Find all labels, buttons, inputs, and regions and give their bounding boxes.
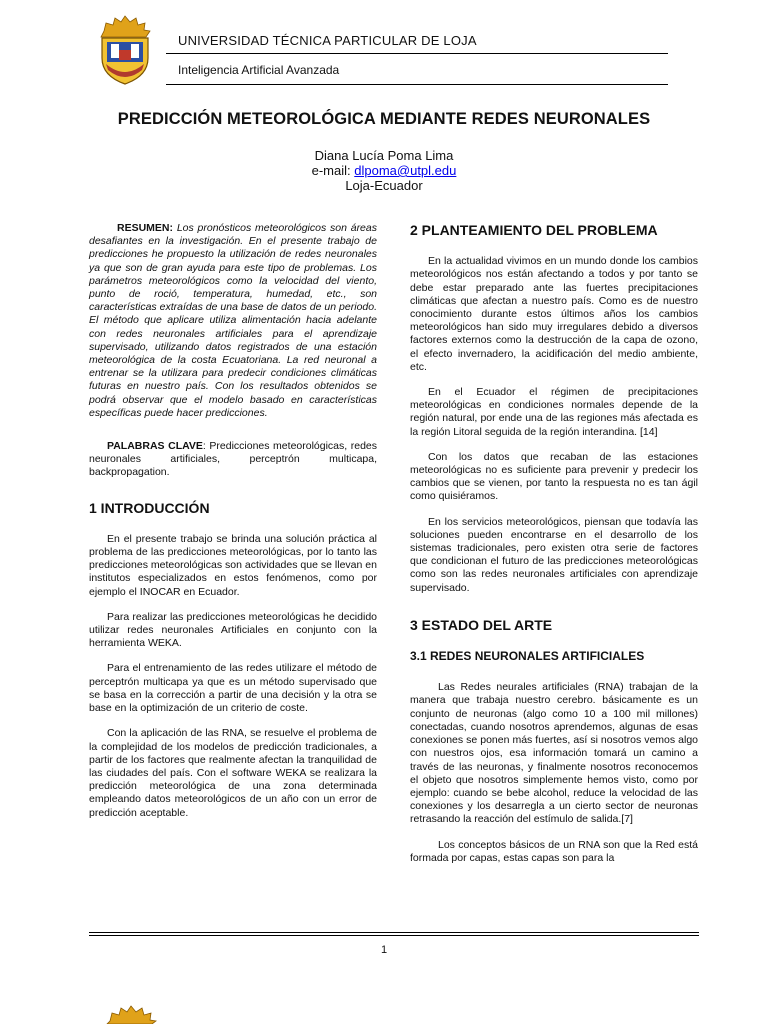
paper-title: PREDICCIÓN METEOROLÓGICA MEDIANTE REDES NEURONALES [117, 110, 651, 128]
left-column [89, 222, 377, 832]
problem-paragraph-4: En los servicios meteorológicos, piensan que todavía las soluciones pueden encontrarse en el desarrollo de los sistemas tradicionales, pero existen otra serie de factores que condicionan el futuro de las predicciones meteorológicas como son las redes neuronales artificiales con aprendizaje supervisado. [410, 515, 698, 594]
keywords-label: PALABRAS CLAVE [107, 440, 203, 453]
rna-paragraph-1: Las Redes neurales artificiales (RNA) trabajan de la manera que trabaja nuestro cerebro. básicamente es un conjunto de neuronas (algo como 10 a 100 mil millones) conectadas, cuando nosotros aprendemos, algunas de esas conexiones se ponen más fuertes, así si nosotros vemos algo con nuestros ojos, esa información tomará un camino a través de las neuronas, y finalmente nosotros reconocemos el objeto que nosotros simplemente hemos visto, como por ejemplo: cuando se bebe alcohol, reduce la velocidad de las conexiones y los desarregla a un cierto sector de neuronas retrasando la reacción del estímulo de salida.[7] [410, 681, 698, 826]
problem-paragraph-2: En el Ecuador el régimen de precipitaciones meteorológicas en condiciones normales depende de la región natural, por ende una de las regiones más afectada es la región Litoral seguida de la región interandina. [14] [410, 386, 698, 438]
next-page-crest-logo [100, 1004, 162, 1024]
right-column [410, 222, 698, 877]
section-heading-state-of-art: 3 ESTADO DEL ARTE [410, 616, 553, 633]
intro-paragraph-2: Para realizar las predicciones meteorológicas he decidido utilizar redes neuronales Artificiales en conjunto con la herramienta WEKA. [89, 610, 377, 650]
section-heading-introduction: 1 INTRODUCCIÓN [89, 499, 210, 516]
header-divider [166, 53, 668, 54]
intro-paragraph-3: Para el entrenamiento de las redes utilizare el método de perceptrón multicapa ya que es un método supervisado que se basa en la corrección a partir de una decisión y la otra se base en la optimización de un criterio de coste. [89, 662, 377, 715]
keywords-paragraph [89, 440, 377, 480]
university-name: UNIVERSIDAD TÉCNICA PARTICULAR DE LOJA [178, 33, 477, 48]
intro-paragraph-1: En el presente trabajo se brinda una solución práctica al problema de las predicciones meteorológicas, por lo tanto las predicciones meteorológicas son actividades que se llevan en institutos especializados en estos fenómenos, como por ejemplo el INOCAR en Ecuador. [89, 532, 377, 598]
page-number: 1 [380, 944, 388, 956]
abstract-paragraph [89, 222, 377, 420]
abstract-label: RESUMEN: [117, 222, 174, 234]
intro-paragraph-4: Con la aplicación de las RNA, se resuelve el problema de la complejidad de los modelos de predicción tradicionales, a partir de los factores que realmente afectan la tranquilidad de las ciudades del país. Con el software WEKA se realizara la predicción meteorológica de una zona determinada empleando datos meteorológicos de un año con un error de predicción aceptable. [89, 727, 377, 819]
problem-paragraph-3: Con los datos que recaban de las estaciones meteorológicas no es suficiente para prevenir y predecir los cambios que se vienen, por tanto la respuesta no es tan ágil como quisiéramos. [410, 450, 698, 503]
problem-paragraph-1: En la actualidad vivimos en un mundo donde los cambios meteorológicos nos están afectando a todos y por tanto se debe estar preparado ante las fuertes precipitaciones climáticas que afectan a nuestro país. Como es de nuestro conocimiento durante estos últimos años los cambios meteorológicos han sido muy irregulares debido a diversos factores externos como la destrucción de la capa de ozono, el efecto invernadero, la acidificación del medio ambiente, etc. [410, 255, 698, 373]
author-email-link[interactable]: dlpoma@utpl.edu [354, 163, 457, 178]
course-name: Inteligencia Artificial Avanzada [178, 63, 340, 77]
abstract-text: Los pronósticos meteorológicos son áreas desafiantes en la investigación. En el presente trabajo de predicciones he propuesto la utilización de redes neuronales ya que son de gran ayuda para este tipo de problemas. Los parámetros meteorológicos como la velocidad del viento, punto de roció, temperatura, humedad, etc., son características extraídas de una base de datos de un periodo. El método que aplicare utiliza alimentación hacia adelante con redes neuronales artificiales para el aprendizaje supervisado, utilizando datos registrados de una estación meteorológica de la costa Ecuatoriana. La red neuronal a entrenar se la utilizara para predecir condiciones climáticas futuras en nuestro país. Con los resultados obtenidos se podrá observar que el modelo basado en características específicas puede hacer predicciones. [89, 222, 377, 419]
subsection-heading-rna: 3.1 REDES NEURONALES ARTIFICIALES [410, 649, 645, 664]
header-divider-bottom [166, 84, 668, 85]
footer-rule-thin [89, 935, 699, 936]
keywords-text: : Predicciones meteorológicas, redes neuronales artificiales, perceptrón multicapa, backpropagation. [89, 440, 378, 479]
university-crest-logo [94, 14, 156, 86]
author-email-line [0, 163, 768, 178]
author-name: Diana Lucía Poma Lima [314, 148, 454, 163]
author-block [0, 148, 768, 193]
footer-rule [89, 932, 699, 933]
email-label: e-mail: [311, 163, 355, 178]
rna-paragraph-2: Los conceptos básicos de un RNA son que la Red está formada por capas, estas capas son para la [410, 838, 698, 864]
section-heading-problem: 2 PLANTEAMIENTO DEL PROBLEMA [410, 222, 658, 238]
author-location: Loja-Ecuador [345, 178, 423, 193]
